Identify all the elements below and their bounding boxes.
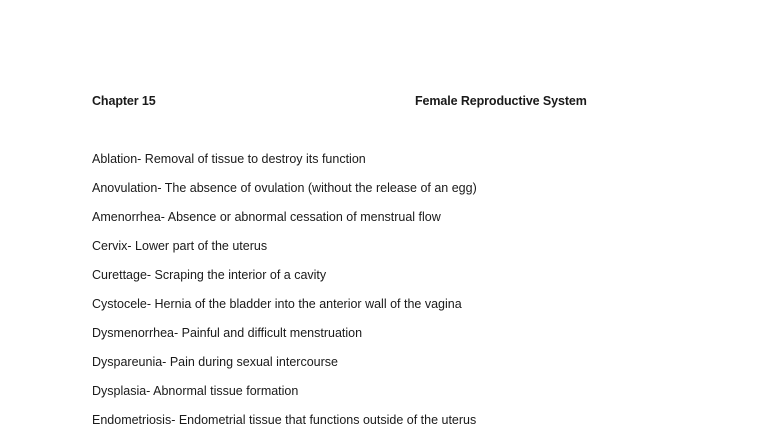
chapter-heading: Chapter 15 [92,94,156,108]
term-dyspareunia: Dyspareunia- Pain during sexual intercourse [92,355,338,369]
term-curettage: Curettage- Scraping the interior of a cavity [92,268,327,282]
term-dysmenorrhea: Dysmenorrhea- Painful and difficult menstruation [92,326,363,340]
term-cystocele: Cystocele- Hernia of the bladder into the anterior wall of the vagina [92,297,462,311]
term-anovulation: Anovulation- The absence of ovulation (without the release of an egg) [92,181,477,195]
term-cervix: Cervix- Lower part of the uterus [92,239,268,253]
system-heading: Female Reproductive System [415,94,587,108]
term-endometriosis: Endometriosis- Endometrial tissue that functions outside of the uterus [92,413,477,427]
term-list [92,151,477,441]
term-amenorrhea: Amenorrhea- Absence or abnormal cessation of menstrual flow [92,210,441,224]
term-dysplasia: Dysplasia- Abnormal tissue formation [92,384,299,398]
term-ablation: Ablation- Removal of tissue to destroy its function [92,152,366,166]
